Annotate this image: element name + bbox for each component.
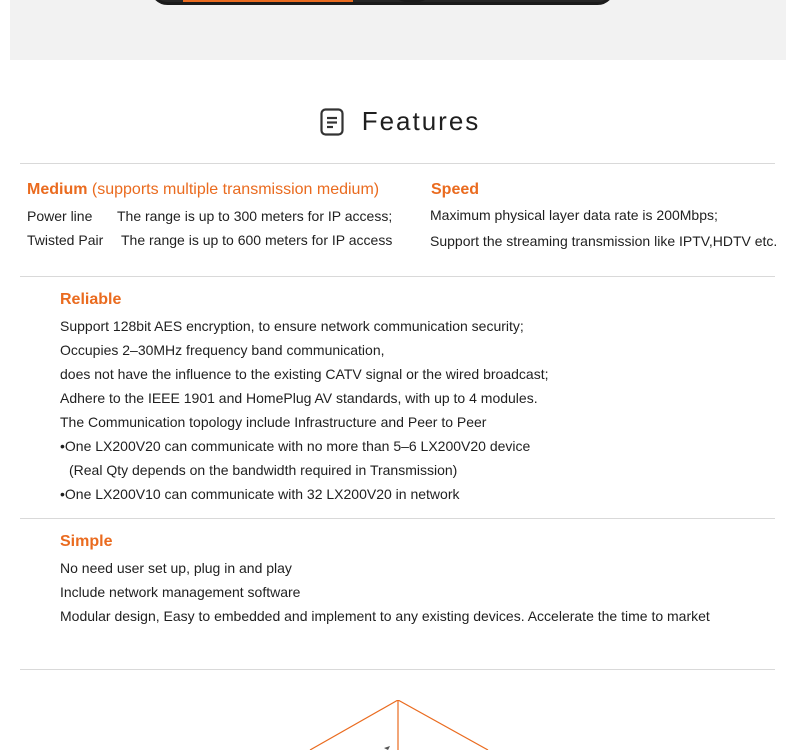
medium-row-label: Power line [27, 208, 93, 224]
reliable-heading: Reliable [60, 291, 122, 308]
divider [20, 669, 775, 670]
medium-row-text: The range is up to 600 meters for IP access [121, 232, 393, 248]
features-title: Features [361, 106, 481, 136]
device-image [150, 0, 615, 5]
medium-heading-note: (supports multiple transmission medium) [91, 181, 380, 198]
document-icon [320, 108, 344, 136]
device-accent-stripe [183, 0, 353, 2]
reliable-line: •One LX200V10 can communicate with 32 LX200V20 in network [60, 486, 460, 502]
speed-line: Maximum physical layer data rate is 200Mbps; [430, 207, 718, 223]
device-knob [388, 0, 436, 3]
reliable-line: The Communication topology include Infrastructure and Peer to Peer [60, 414, 487, 430]
simple-heading: Simple [60, 533, 113, 550]
reliable-line: does not have the influence to the existing CATV signal or the wired broadcast; [60, 366, 549, 382]
reliable-line: Occupies 2–30MHz frequency band communication, [60, 342, 385, 358]
medium-heading-title: Medium [27, 181, 88, 198]
reliable-line: Support 128bit AES encryption, to ensure network communication security; [60, 318, 524, 334]
medium-heading [27, 181, 379, 199]
divider [20, 163, 775, 164]
simple-line: No need user set up, plug in and play [60, 560, 292, 576]
network-diagram-preview [300, 700, 500, 750]
features-header [0, 106, 800, 137]
medium-row-label: Twisted Pair [27, 232, 104, 248]
reliable-line: Adhere to the IEEE 1901 and HomePlug AV standards, with up to 4 modules. [60, 390, 538, 406]
product-banner [10, 0, 786, 60]
simple-line: Modular design, Easy to embedded and implement to any existing devices. Accelerate the time to market [60, 608, 710, 624]
speed-line: Support the streaming transmission like IPTV,HDTV etc. [430, 233, 778, 249]
reliable-line: (Real Qty depends on the bandwidth required in Transmission) [69, 462, 458, 478]
medium-row-text: The range is up to 300 meters for IP access; [117, 208, 393, 224]
simple-line: Include network management software [60, 584, 301, 600]
divider [20, 276, 775, 277]
divider [20, 518, 775, 519]
speed-heading: Speed [431, 181, 480, 198]
reliable-line: •One LX200V20 can communicate with no more than 5–6 LX200V20 device [60, 438, 531, 454]
